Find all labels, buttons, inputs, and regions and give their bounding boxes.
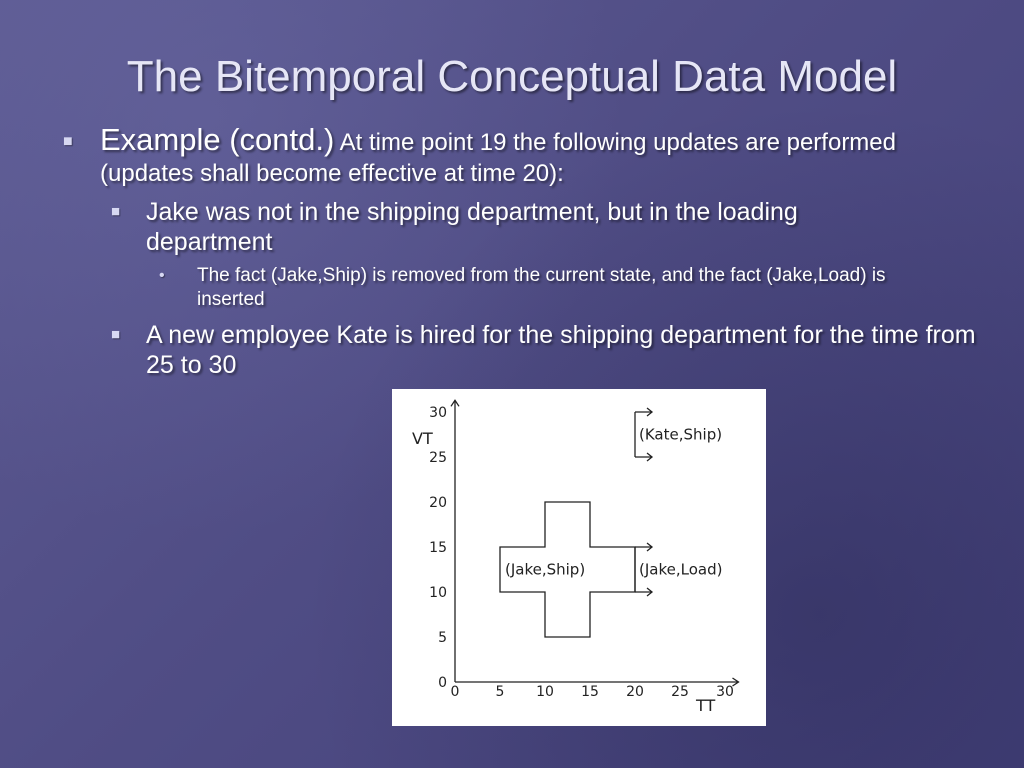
y-tick-label: 30 (429, 405, 447, 421)
bitemporal-diagram (392, 389, 766, 726)
bullet-text: The fact (Jake,Ship) is removed from the current state, and the fact (Jake,Load) is inserted (197, 265, 886, 310)
region-label: (Kate,Ship) (639, 425, 723, 444)
bullet-text: A new employee Kate is hired for the shipping department for the time from 25 to 30 (146, 321, 976, 379)
x-tick-label: 10 (536, 684, 554, 700)
bullet-fact-update (159, 264, 917, 312)
bullet-lead: Example (contd.) (100, 122, 335, 157)
x-axis-label: TT (696, 696, 716, 715)
x-tick-label: 0 (450, 684, 460, 700)
y-tick-label: 5 (438, 630, 447, 646)
y-tick-label: 0 (438, 675, 447, 691)
region-label: (Jake,Load) (639, 560, 723, 579)
bullet-jake-dept (111, 197, 926, 257)
dot-bullet-icon: • (159, 267, 165, 284)
bullet-kate-hired (111, 320, 986, 380)
y-tick-label: 25 (429, 450, 447, 466)
y-tick-label: 10 (429, 585, 447, 601)
square-bullet-icon: ■ (63, 133, 73, 150)
region-label: (Jake,Ship) (505, 560, 586, 579)
bullet-example (63, 122, 980, 189)
y-axis-label: VT (412, 429, 433, 448)
square-bullet-icon: ■ (111, 203, 121, 220)
x-tick-label: 20 (626, 684, 644, 700)
bullet-text: Jake was not in the shipping department, but in the loading department (146, 198, 798, 256)
x-tick-label: 15 (581, 684, 599, 700)
y-tick-label: 15 (429, 540, 447, 556)
y-tick-label: 20 (429, 495, 447, 511)
tick-labels (429, 405, 734, 700)
x-tick-label: 30 (716, 684, 734, 700)
diagram-svg (392, 389, 766, 726)
slide-title: The Bitemporal Conceptual Data Model (126, 52, 898, 101)
x-tick-label: 25 (671, 684, 689, 700)
x-tick-label: 5 (495, 684, 505, 700)
regions (500, 408, 722, 637)
square-bullet-icon: ■ (111, 326, 121, 343)
bullet-text: At time point 19 the following updates are performed (updates shall become effective at time 20): (100, 129, 896, 187)
